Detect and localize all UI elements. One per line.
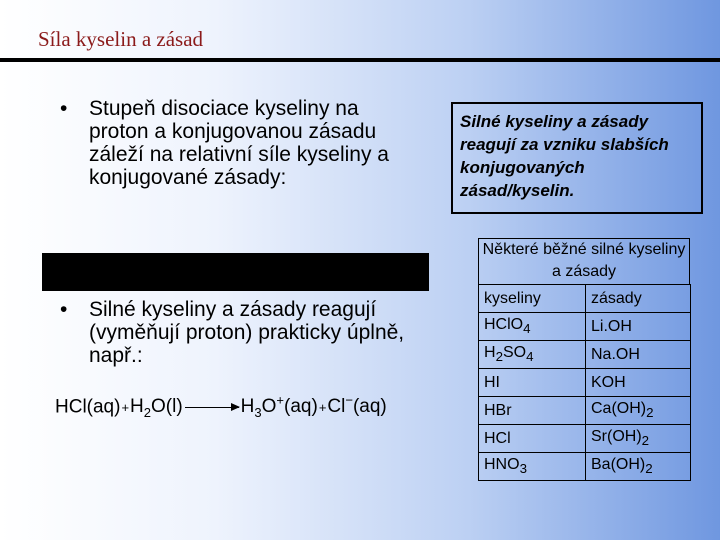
table-cell: Na.OH xyxy=(586,341,691,369)
slide-title: Síla kyselin a zásad xyxy=(38,27,204,51)
table-row xyxy=(479,453,691,481)
redaction-bar xyxy=(42,253,429,291)
table-row xyxy=(479,397,691,425)
reaction-arrow-icon xyxy=(185,407,239,408)
table-row xyxy=(479,369,691,397)
table-cell: $HNO_3$ xyxy=(479,453,586,481)
bullet-text: Silné kyseliny a zásady reagují (vyměňují proton) prakticky úplně, např.: xyxy=(89,298,405,367)
strong-acids-bases-table xyxy=(478,284,691,481)
table-header-cell: zásady xyxy=(586,285,691,313)
table-cell: $Ba(OH)_2$ xyxy=(586,453,691,481)
table-cell: KOH xyxy=(586,369,691,397)
table-row xyxy=(479,313,691,341)
reaction-equation xyxy=(55,393,387,420)
table-cell: HBr xyxy=(479,397,586,425)
bullet-dissociation xyxy=(57,97,389,189)
reactant-hcl: HCl(aq) xyxy=(55,396,121,418)
table-cell: HClO$_4$ xyxy=(479,313,586,341)
callout-box: Silné kyseliny a zásady reagují za vzniku slabších konjugovaných zásad/kyselin. xyxy=(451,102,703,214)
reactant-water: $H_2O(l)$ xyxy=(130,396,183,421)
table-row xyxy=(479,341,691,369)
table-row xyxy=(479,425,691,453)
table-header-cell: kyseliny xyxy=(479,285,586,313)
table-cell: $H_2SO_4$ xyxy=(479,341,586,369)
product-hydronium: $H_3O^+(aq)$ xyxy=(240,393,318,421)
table-caption: Některé běžné silné kyseliny a zásady xyxy=(478,238,690,284)
table-header-row xyxy=(479,285,691,313)
title-divider xyxy=(0,58,720,62)
plus-sign: + xyxy=(318,400,327,416)
table-cell: Li.OH xyxy=(586,313,691,341)
bullet-dot-icon: • xyxy=(60,298,68,321)
table-cell: $Sr(OH)_2$ xyxy=(586,425,691,453)
product-chloride: Cl−(aq) xyxy=(327,393,387,418)
plus-sign: + xyxy=(121,400,130,416)
table-cell: $Ca(OH)_2$ xyxy=(586,397,691,425)
table-cell: HI xyxy=(479,369,586,397)
bullet-text: Stupeň disociace kyseliny na proton a konjugovanou zásadu záleží na relativní síle kyseliny a konjugované zásady: xyxy=(89,97,389,189)
bullet-strong-acids xyxy=(57,298,419,367)
table-cell: HCl xyxy=(479,425,586,453)
bullet-dot-icon: • xyxy=(60,97,68,120)
